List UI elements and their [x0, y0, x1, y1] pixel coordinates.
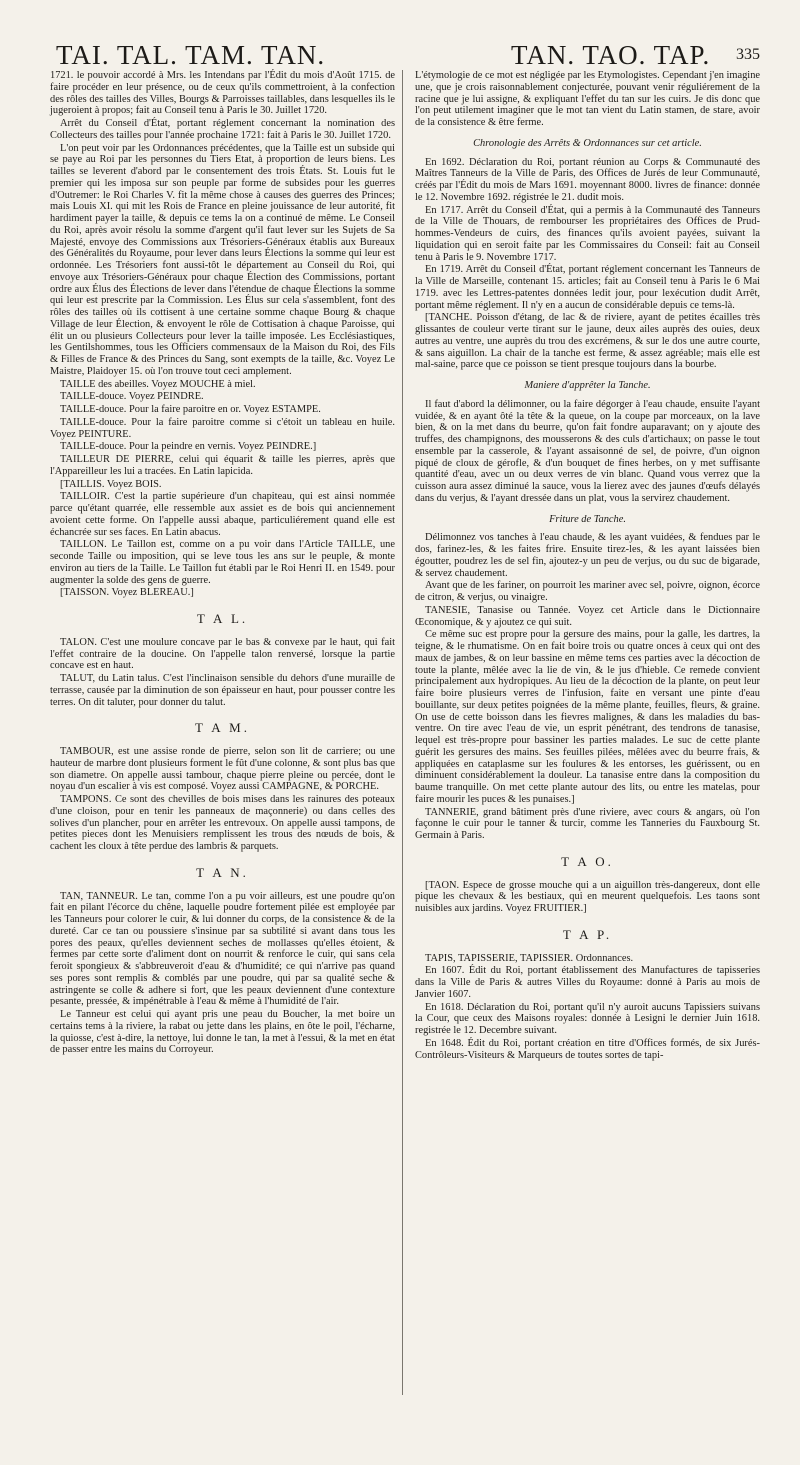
paragraph: Ce même suc est propre pour la gersure des mains, pour la galle, les dartres, la teigne, & le rhumatisme. On en fait boire trois ou quatre onces à ceux qui ont des maux de jambes, & on leur bassine en même tems ces parties avec la décoction de toute la plante, mêlée avec la lie de vin, & le jus d'hieble. Ce remede convient principalement aux hydropiques. Au lieu de la décoction de la plante, on peut leur faire boire plusieurs verres de l'infusion, faite en versant une pinte d'eau bouillante, sur deux petites poignées de la même plante, feuilles, fleurs, & graine. On use de cette boisson dans les fievres malignes, & dans les maladies du bas-ventre. On tire avec l'eau de vie, un esprit pénétrant, des tendrons de tanasise, lequel est très-propre pour bassiner les parties malades. Le suc de cette plante guérit les gersures des mains. Ses feuilles pilées, mêlées avec du beurre frais, & appliquées en cataplasme sur les foulures & les entorses, les guérissent, ou en diminuent considérablement la douleur. La tanasise entre dans la composition du baume tranquille. On met cette plante autour des lits, ou entre les matelas, pour faire mourir les puces & les punaises.] [415, 629, 760, 805]
paragraph: L'étymologie de ce mot est négligée par les Etymologistes. Cependant j'en imagine une, que je crois raisonnablement conjecturée, pouvant venir réguliérement de la racine que je lui assigne, & expliquant l'effet du tan sur les cuirs. Je dis donc que l'on peut utilement imaginer que le mot tan vient du Latin stamen, de stare, avoir de la consistence & être ferme. [415, 70, 760, 128]
running-header [56, 40, 760, 74]
paragraph: L'on peut voir par les Ordonnances précédentes, que la Taille est un subside qui se paye au Roi par les personnes du Tiers Etat, à proportion de leurs biens. Les tailles se leverent d'abord par le consentement des trois États. St. Louis fut le premier qui les imposa sur son peuple par forme de subsides pour les guerres d'Outremer: le Roi Charles V. fit la même chose à causes des guerres des Princes; mais Louis XI. qui mit les Rois de France en pleine jouissance de leur autorité, fit hardiment payer la taille, & depuis ce tems la on a continué de même. Le Conseil du Roi, après avoir résolu la somme d'argent qu'il faut lever sur les Sujets de Sa Majesté, envoye des Commissions aux Trésoriers-Généraux établis aux Bureaux des Généralités du Royaume, pour lever dans leurs Élections la somme qui leur est ordonnée. Les Trésoriers font aussi-tôt le département au Conseil du Roi, qui envoye aux Trésoriers-Généraux pour chaque Élection des Commissions, portant ordre aux Élus des Élections de lever dans l'étendue de chaque Élections la somme qui leur est prescrite par la Commission. Les Élus sur cela s'assemblent, font des rôles des tailles où ils cottisent à une certaine somme chaque Bourg & chaque Village de leur Élection, & envoyent le rôle de Cottisation à chaque Paroisse, qui élit un ou plusieurs Collecteurs pour lever la taille imposée. Les Ecclésiastiques, les Gentilshommes, tous les Officiers commensaux de la Maison du Roi, des Fils & Filles de France & des Princes du Sang, sont exempts de la taille, &c. Voyez Le Maistre, Plaidoyer 15. où l'on trouve tout ceci amplement. [50, 142, 395, 377]
entry: En 1618. Déclaration du Roi, portant qu'il n'y auroit aucuns Tapissiers suivans la Cour, que ceux des Maisons royales: donnée à Lesigni le dernier Juin 1618. registrée le 12. Decembre suivant. [415, 1001, 760, 1036]
section-heading-tal: T A L. [196, 611, 249, 626]
entry: TAILLE-douce. Pour la faire paroitre en or. Voyez ESTAMPE. [60, 404, 321, 415]
entry: TANNERIE, grand bâtiment près d'une riviere, avec cours & angars, où l'on façonne le cuir pour le tanner & turcir, comme les Tanneries du Fauxbourg St. Germain à Paris. [415, 806, 760, 841]
subheading-friture: Friture de Tanche. [549, 513, 626, 525]
section-heading-tap: T A P. [562, 926, 613, 942]
entry: [TAILLIS. Voyez BOIS. [60, 478, 162, 490]
paragraph: Il faut d'abord la délimonner, ou la faire dégorger à l'eau chaude, ensuite l'ayant vuidée, & en ayant ôté la tête & la queue, on la coupe par morceaux, on la lave bien, & on la met dans du beurre, qu'on fait fondre auparavant; on y ajoute des truffes, des champignons, des mousserons & des culs d'artichaux; on passe le tout ensemble par la casserole, & l'ayant assaisonné de sel, de poivre, d'un oignon piqué de cloux de gérofle, & d'un bouquet de fines herbes, on y met suffisante quantité d'eau, avec un ou deux verres de vin blanc. Quand vous verrez que la cuisson aura assez diminué la sauce, vous la lierez avec des jaunes d'œufs délayés dans du verjus, & l'ayant dressée dans un plat, vous la servirez chaudement. [415, 398, 760, 504]
entry: [TAON. Espece de grosse mouche qui a un aiguillon très-dangereux, dont elle pique les chevaux & les bestiaux, qui en meurent quelquefois. Les taons sont nuisibles aux jardins. Voyez FRUITIER.] [415, 879, 760, 914]
entry: En 1648. Édit du Roi, portant création en titre d'Offices formés, de six Jurés-Contrôleurs-Visiteurs & Marqueurs de toutes sortes de tapi- [415, 1037, 760, 1061]
entry: TAN, TANNEUR. Le tan, comme l'on a pu voir ailleurs, est une poudre qu'on fait en pilant l'écorce du chêne, laquelle poudre fortement pilée est employée par les Tanneurs pour colorer le cuir, & lui donner du corps, de la consistence & de la dureté. Car ce tan ou poussiere s'insinue par sa subtilité si avant dans tous les pores des peaux, qu'elles deviennent seches de mollasses qu'elles étoient, & fermes par cette sorte d'aliment dont on nourrit & renforce le cuir, qui sans cela feroit spongieux & s'abbreuveroit d'eau & d'humidité; ce qui n'arrive pas quand ses pores sont remplis & comblés par une poudre, qui par sa qualité seche & astringente se colle & adhere si fort, que les peaux deviennent d'une contexture pesante, pressée, & impénétrable à l'eau & même à l'humidité de l'air. [50, 890, 395, 1008]
subheading-chronologie: Chronologie des Arrêts & Ordonnances sur cet article. [473, 137, 702, 149]
entry: [TAISSON. Voyez BLEREAU.] [60, 587, 194, 599]
header-right: TAN. TAO. TAP. [511, 40, 711, 70]
paragraph: Délimonnez vos tanches à l'eau chaude, & les ayant vuidées, & fendues par le dos, farinez-les, & les faites frire. Ensuite tirez-les, & les ayant laissées bien égoutter, poudrez les de sel fin, ajoutez-y un peu de verjus, ou du suc de bigarade, & servez chaudement. [415, 532, 760, 579]
entry: TAILLE-douce. Pour la faire paroitre comme si c'étoit un tableau en huile. Voyez PEINTURE. [50, 416, 395, 440]
column-rule [402, 70, 403, 1395]
entry: TAILLEUR DE PIERRE, celui qui équarit & taille les pierres, après que l'Appareilleur les lui a tracées. En Latin lapicida. [50, 454, 395, 477]
entry: TAILLOIR. C'est la partie supérieure d'un chapiteau, qui est ainsi nommée parce qu'étant quarrée, elle ressemble aux assiet es de bois qui anciennement avoient cette forme. On l'appelle aussi abaque, particuliérement quand elle est échancrée sur ses faces. En Latin abacus. [50, 491, 395, 538]
subheading-maniere: Maniere d'apprêter la Tanche. [524, 380, 651, 391]
section-heading-tan: T A N. [196, 864, 249, 880]
entry: TAILLE-douce. Voyez PEINDRE. [60, 391, 204, 403]
entry: TANESIE, Tanasise ou Tannée. Voyez cet Article dans le Dictionnaire Œconomique, & y ajoutez ce qui suit. [415, 604, 760, 628]
right-column [415, 70, 760, 1062]
section-heading-tao: T A O. [561, 853, 614, 869]
entry: En 1692. Déclaration du Roi, portant réunion au Corps & Communauté des Maîtres Tanneurs de la Ville de Paris, des Offices de Jurés de leur Communauté, créés par l'Édit du mois de Mars 1691. moyennant 8000. livres de finance: donnée le 12. Novembre 1692. régistrée le 21. dudit mois. [415, 156, 760, 203]
entry: TAMPONS. Ce sont des chevilles de bois mises dans les rainures des poteaux d'une cloison, pour en tenir les panneaux de maçonnerie) ou dans celles des solives d'un plancher, pour en arrêter les entrevoux. On appelle aussi tampons, de petites pieces dont les Menuisiers remplissent les trous des nœuds de bois, & cachent les cloux à tête perdue des lambris & parquets. [50, 794, 395, 852]
paragraph: 1721. le pouvoir accordé à Mrs. les Intendans par l'Édit du mois d'Août 1715. de faire procéder en leur présence, ou de ceux qu'ils commettroient, à la confection des rôles des tailles des Villes, Bourgs & Parroisses taillables, dans lesquelles ils le jugeroient à propos; fait au Conseil tenu à Paris le 30. Juillet 1720. [50, 70, 395, 117]
entry: [TANCHE. Poisson d'étang, de lac & de riviere, ayant de petites écailles très glissantes de couleur verte tirant sur le jaune, deux ailes auprès des ouies, deux autres au ventre, une auprès du trou des excrémens, & sur le dos une autre courte, & sans aiguillon. La chair de la tanche est ferme, & assez agréable; mais elle est mal-saine, parce que ce poisson se tient presque toujours dans la bourbe. [415, 312, 760, 371]
entry: TAMBOUR, est une assise ronde de pierre, selon son lit de carriere; ou une hauteur de marbre dont plusieurs forment le fût d'une colonne, & sont plus bas que son diametre. On appelle aussi tambour, chaque pierre pleine ou percée, dont le noyau d'un escalier à vis est composé. Voyez aussi CAMPAGNE, & PORCHE. [50, 746, 395, 793]
entry: TAILLE des abeilles. Voyez MOUCHE à miel. [60, 378, 256, 390]
header-left: TAI. TAL. TAM. TAN. [56, 40, 326, 70]
entry: En 1607. Édit du Roi, portant établissement des Manufactures de tapisseries dans la Ville de Paris & autres Villes du Royaume: donné à Paris au mois de Janvier 1607. [415, 965, 760, 1000]
entry: TAILLE-douce. Pour la peindre en vernis. Voyez PEINDRE.] [60, 441, 317, 453]
section-heading-tam: T A M. [195, 720, 250, 736]
page-number: 335 [736, 46, 760, 63]
entry: TALUT, du Latin talus. C'est l'inclinaison sensible du dehors d'une muraille de terrasse, causée par la diminution de son épaisseur en haut, pour pousser contre les terres. On dit taluter, pour donner du talut. [50, 673, 395, 708]
paragraph: Avant que de les fariner, on pourroit les mariner avec sel, poivre, oignon, écorce de citron, & verjus, ou vinaigre. [415, 580, 760, 603]
entry: Le Tanneur est celui qui ayant pris une peau du Boucher, la met boire un certains tems à la riviere, la rabat ou jette dans les plains, en ôte le poil, l'écharne, la quiosse, c'est à-dire, la nettoye, lui donne le tan, la met à l'essui, & la met en état de passer entre les mains du Corroyeur. [50, 1009, 395, 1056]
entry: TAILLON. Le Taillon est, comme on a pu voir dans l'Article TAILLE, une seconde Taille ou imposition, qui se leve tous les ans sur le peuple, & monte environ au tiers de la Taille. Le Taillon fut établi par le Roi Henri II. en 1549. pour augmenter la solde des gens de guerre. [50, 539, 395, 586]
left-column [50, 70, 395, 1057]
entry: En 1719. Arrêt du Conseil d'État, portant réglement concernant les Tanneurs de la Ville de Marseille, contenant 15. articles; fait au Conseil tenu à Paris le 6 Mai 1719. avec les Lettres-patentes données ledit jour, pour lexécution dudit Arrêt, portant même réglement. Il n'y en a aucun de considérable depuis ce tems-là. [415, 264, 760, 311]
entry: En 1717. Arrêt du Conseil d'État, qui a permis à la Communauté des Tanneurs de la Ville de Thouars, de rembourser les propriétaires des Offices de Prud-hommes-Vendeurs de cuirs, des finances qu'ils avoient payées, suivant la liquidation qui en seroit faite par les Commissaires du Conseil: fait au Conseil tenu à Paris le 9. Novembre 1717. [415, 204, 760, 263]
entry: TAPIS, TAPISSERIE, TAPISSIER. Ordonnances. [425, 952, 634, 964]
entry: TALON. C'est une moulure concave par le bas & convexe par le haut, qui fait l'effet contraire de la doucine. On l'appelle talon renversé, lorsque la partie concave est en haut. [50, 636, 395, 672]
paragraph: Arrêt du Conseil d'État, portant réglement concernant la nomination des Collecteurs des tailles pour l'année prochaine 1721: fait à Paris le 30. Juillet 1720. [50, 118, 395, 141]
